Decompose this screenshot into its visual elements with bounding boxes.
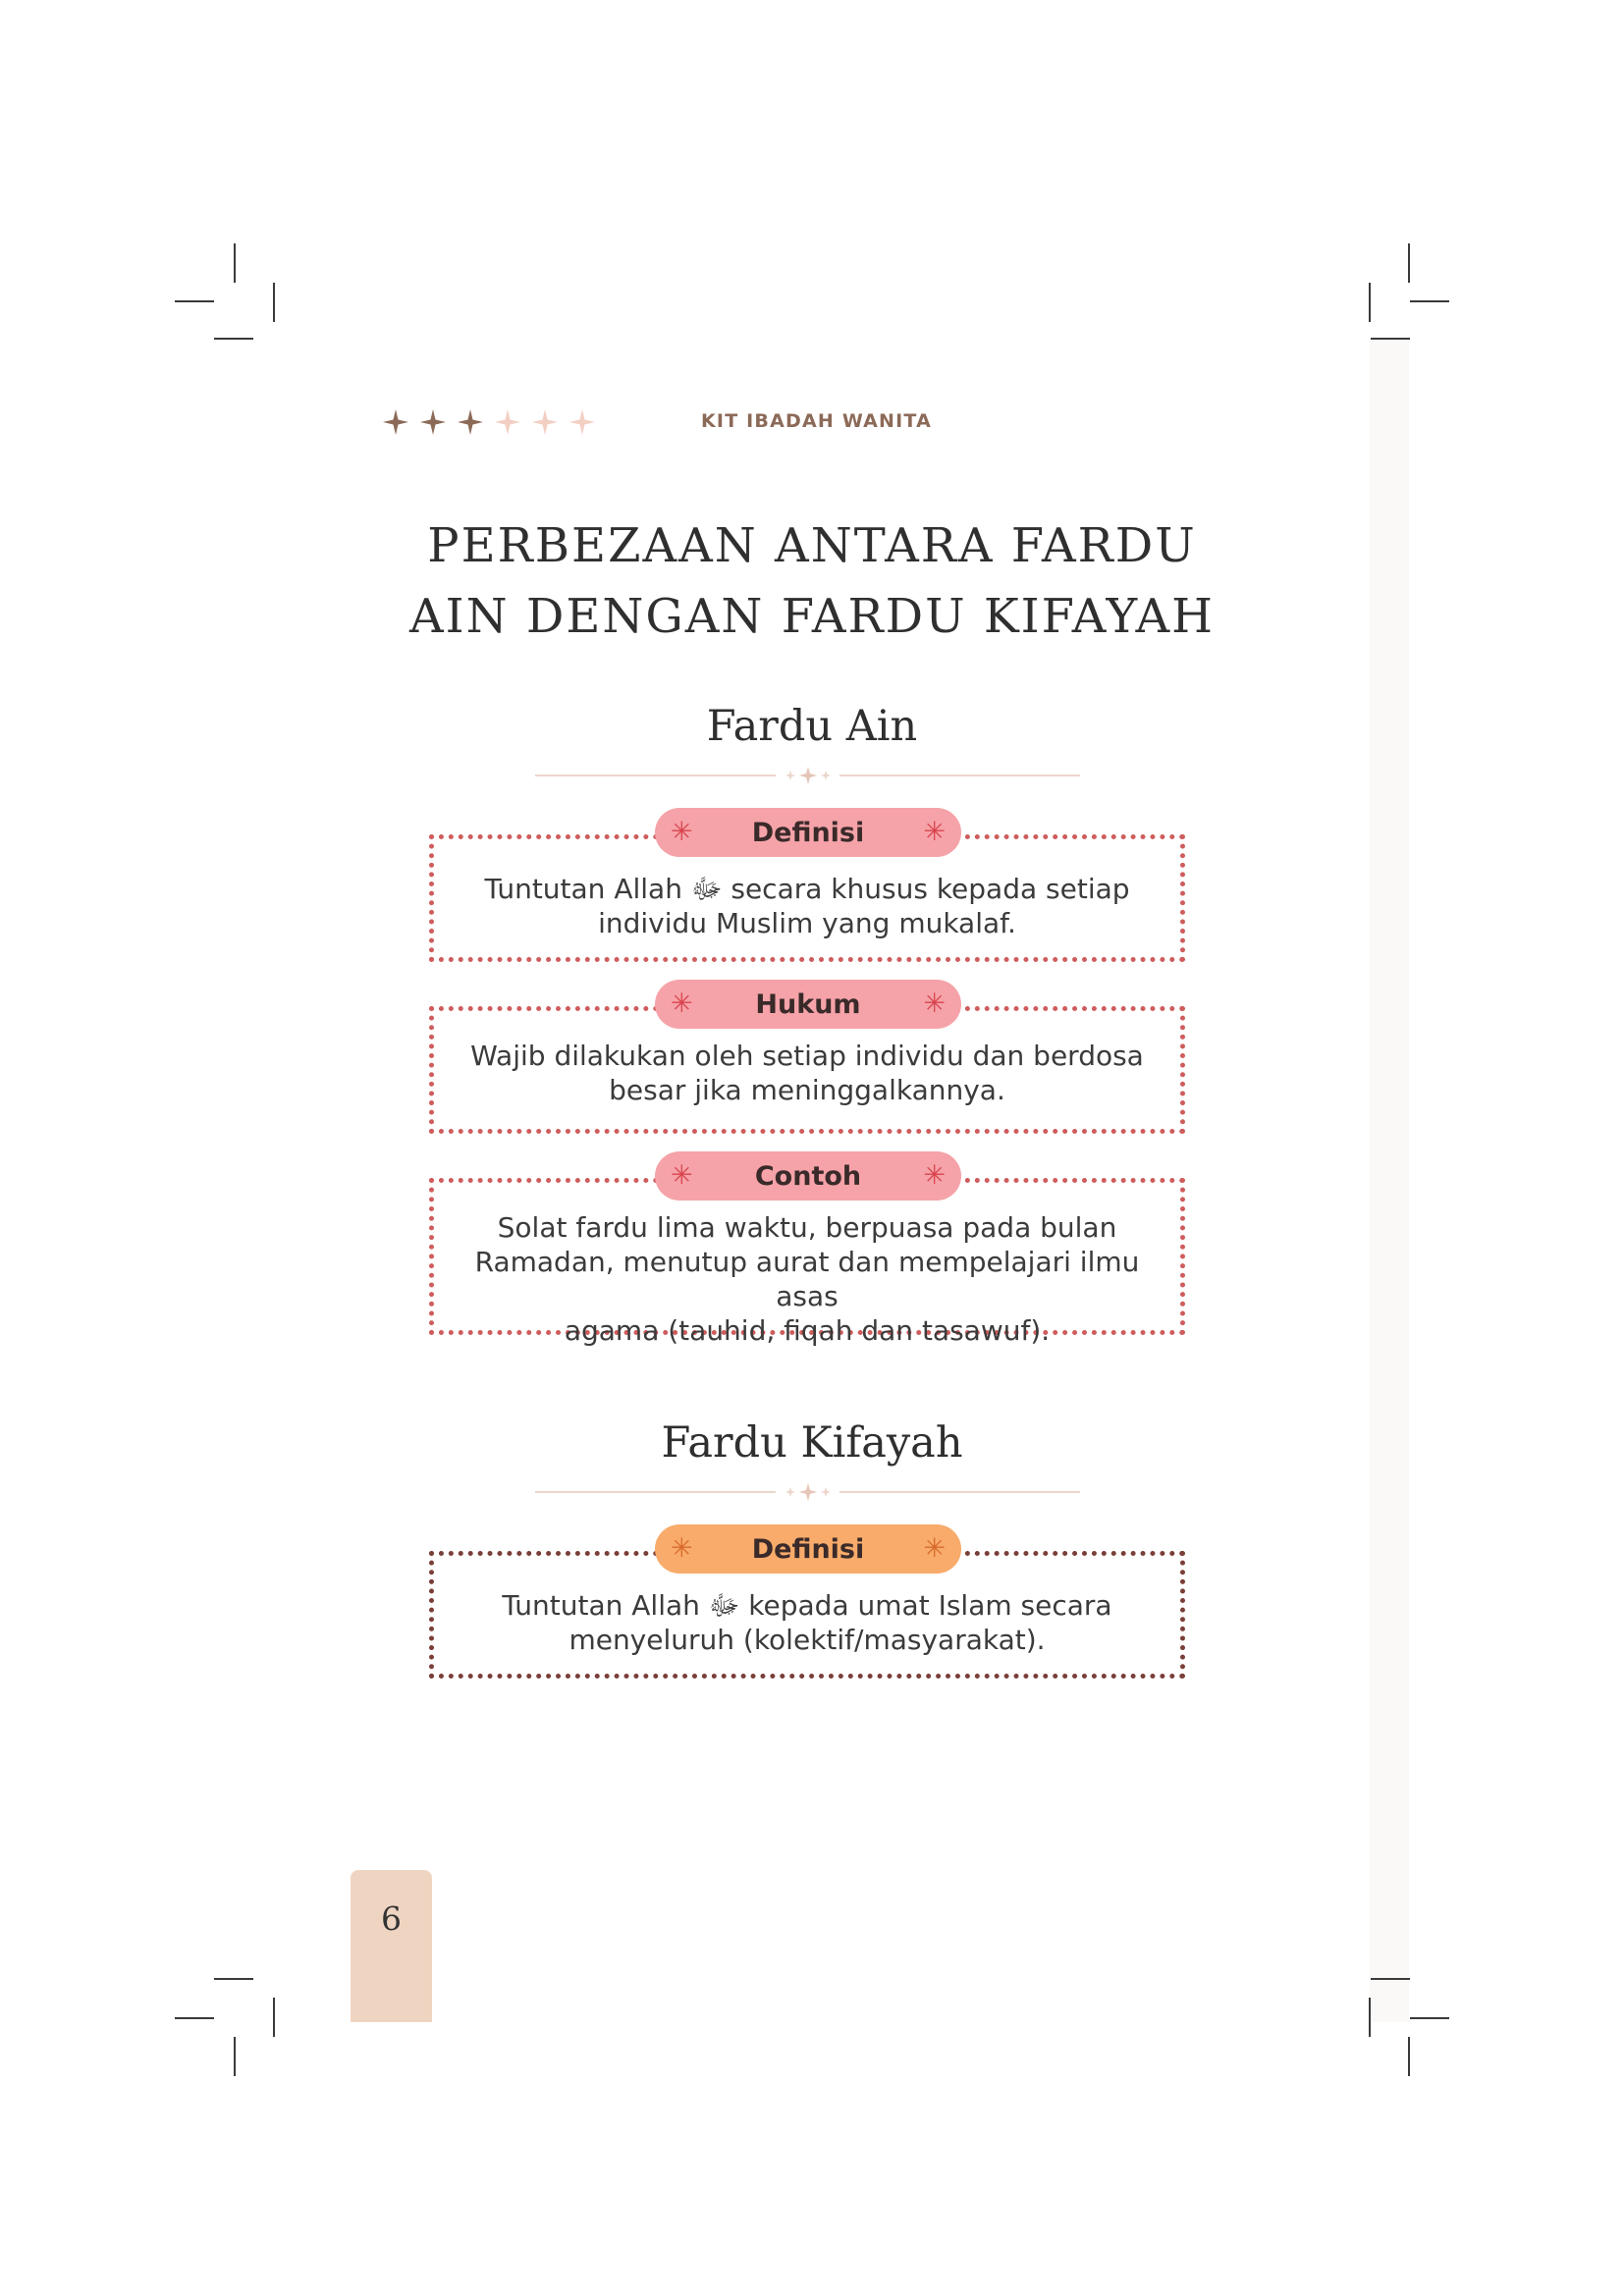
section-divider: [535, 1482, 1080, 1502]
page-number: 6: [381, 1899, 402, 1938]
crop-mark: [234, 243, 236, 283]
crop-mark: [175, 2017, 214, 2019]
section-title-fardu-kifayah: Fardu Kifayah: [661, 1418, 963, 1468]
crop-mark: [214, 338, 253, 340]
asterisk-icon: ✳: [923, 1533, 946, 1564]
card-body-line: besar jika meninggalkannya.: [609, 1074, 1005, 1106]
asterisk-icon: ✳: [923, 988, 946, 1019]
crop-mark: [1369, 283, 1371, 322]
card-body-line: Ramadan, menutup aurat dan mempelajari ilmu asas: [474, 1246, 1140, 1312]
card-body-line: individu Muslim yang mukalaf.: [598, 907, 1016, 939]
card-body-line: Tuntutan Allah ﷻ kepada umat Islam secara: [502, 1589, 1112, 1622]
crop-mark: [1371, 338, 1410, 340]
card-body-line: Tuntutan Allah ﷻ secara khusus kepada setiap: [484, 873, 1130, 905]
page-number-tab: [351, 1870, 432, 2022]
asterisk-icon: ✳: [671, 1160, 693, 1191]
card-body-line: Solat fardu lima waktu, berpuasa pada bulan: [497, 1211, 1117, 1244]
card-body: [449, 872, 1165, 940]
card-definisi-kifayah: [429, 1533, 1185, 1679]
asterisk-icon: ✳: [671, 1533, 693, 1564]
card-label-pill: [655, 808, 961, 857]
section-divider: [535, 766, 1080, 785]
card-label: Hukum: [755, 988, 861, 1020]
card-body: [449, 1039, 1165, 1107]
crop-mark: [1410, 2017, 1449, 2019]
sparkle-divider-icon: [781, 1482, 836, 1502]
card-hukum-ain: [429, 988, 1185, 1134]
section-title-fardu-ain: Fardu Ain: [706, 702, 918, 751]
card-body: [449, 1210, 1165, 1348]
card-label: Contoh: [754, 1160, 862, 1192]
card-label-pill: [655, 1524, 961, 1574]
card-label: Definisi: [751, 817, 865, 848]
card-body-line: Wajib dilakukan oleh setiap individu dan berdosa: [470, 1040, 1144, 1072]
card-label-pill: [655, 980, 961, 1029]
page-title: [321, 510, 1303, 652]
crop-mark: [175, 300, 214, 302]
sparkle-divider-icon: [781, 766, 836, 785]
page-edge-strip: [1370, 339, 1409, 2022]
crop-mark: [234, 2037, 236, 2076]
crop-mark: [214, 1978, 253, 1980]
card-contoh-ain: [429, 1160, 1185, 1347]
crop-mark: [1408, 2037, 1410, 2076]
four-point-star-icon: [420, 409, 446, 435]
four-point-star-icon: [458, 409, 483, 435]
card-body-line: agama (tauhid, fiqah dan tasawuf).: [564, 1314, 1051, 1347]
card-label: Definisi: [751, 1533, 865, 1565]
card-body: [449, 1588, 1165, 1657]
crop-mark: [1371, 1978, 1410, 1980]
asterisk-icon: ✳: [923, 817, 946, 847]
card-definisi-ain: [429, 817, 1185, 962]
crop-mark: [273, 283, 275, 322]
asterisk-icon: ✳: [671, 817, 693, 847]
card-body-line: menyeluruh (kolektif/masyarakat).: [568, 1624, 1046, 1656]
crop-mark: [1410, 300, 1449, 302]
header-stars: [383, 402, 595, 442]
card-label-pill: [655, 1151, 961, 1201]
four-point-star-icon: [532, 409, 558, 435]
crop-mark: [1408, 243, 1410, 283]
crop-mark: [273, 1998, 275, 2037]
page-title-line: PERBEZAAN ANTARA FARDU: [427, 518, 1197, 573]
asterisk-icon: ✳: [671, 988, 693, 1019]
running-title: KIT IBADAH WANITA: [701, 410, 932, 432]
crop-mark: [1369, 1998, 1371, 2037]
four-point-star-icon: [383, 409, 408, 435]
four-point-star-icon: [569, 409, 595, 435]
asterisk-icon: ✳: [923, 1160, 946, 1191]
page-title-line: AIN DENGAN FARDU KIFAYAH: [409, 589, 1215, 644]
four-point-star-icon: [495, 409, 520, 435]
